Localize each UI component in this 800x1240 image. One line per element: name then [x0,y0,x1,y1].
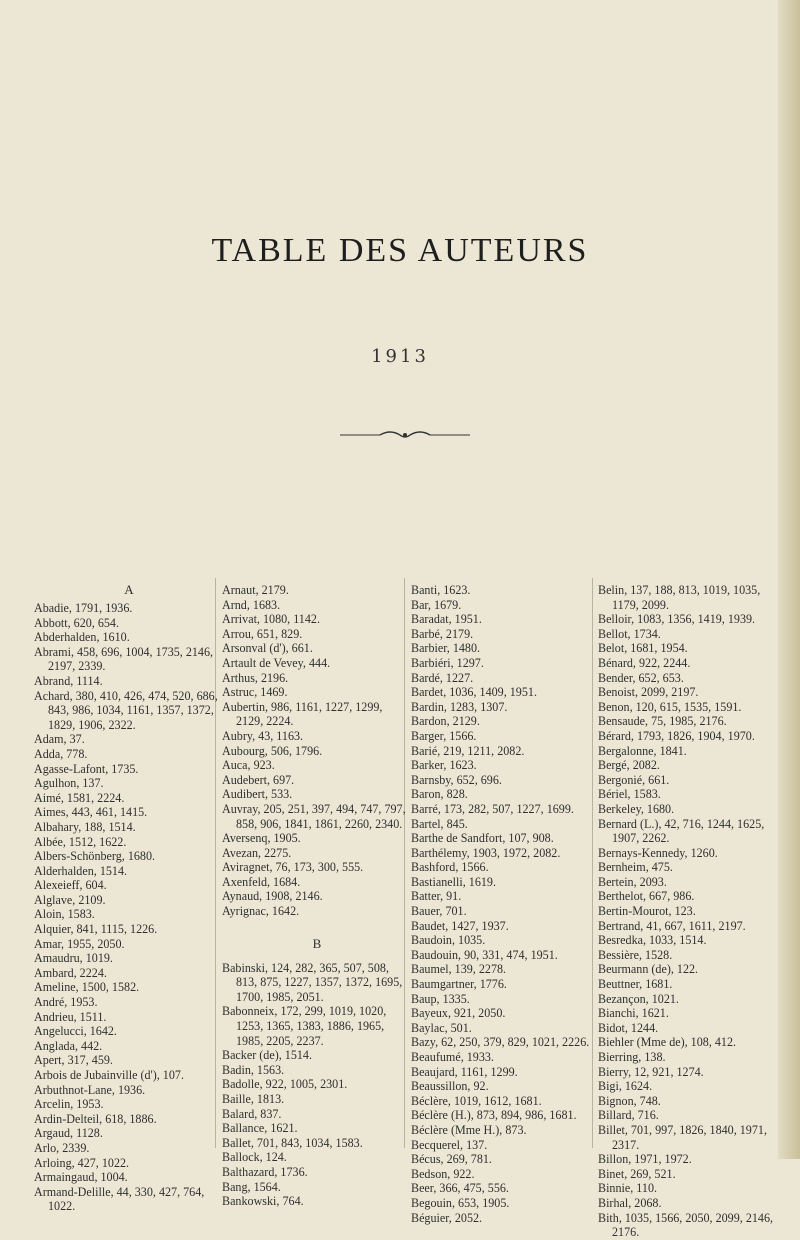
index-entry: Beaussillon, 92. [411,1079,489,1094]
index-entry: Abrami, 458, 696, 1004, 1735, 2146, 2197, 2339. [34,644,214,674]
index-entry: Billon, 1971, 1972. [598,1152,692,1167]
index-entry: Belloir, 1083, 1356, 1419, 1939. [598,612,756,627]
index-entry: Becquerel, 137. [411,1137,488,1152]
index-entry: Bernard (L.), 42, 716, 1244, 1625, 1907, 2262. [598,816,765,846]
index-entry: Alglave, 2109. [34,892,106,907]
index-entry: Backer (de), 1514. [222,1048,312,1063]
index-entry: Auca, 923. [222,758,275,773]
index-entry: Ballet, 701, 843, 1034, 1583. [222,1135,363,1150]
index-entry: Ameline, 1500, 1582. [34,980,140,995]
index-entry: Bashford, 1566. [411,860,489,875]
index-entry: Billet, 701, 997, 1826, 1840, 1971, 2317. [598,1122,767,1152]
index-entry: Ayrignac, 1642. [222,904,300,919]
index-entry: Barthélemy, 1903, 1972, 2082. [411,845,561,860]
index-entry: Aloin, 1583. [34,907,95,922]
index-entry: Baudoin, 1035. [411,933,486,948]
index-entry: Bidot, 1244. [598,1020,659,1035]
index-entry: Bastianelli, 1619. [411,874,496,889]
index-entry: Barbiéri, 1297. [411,655,484,670]
index-entry: Bierry, 12, 921, 1274. [598,1064,704,1079]
index-entry: Berthelot, 667, 986. [598,889,695,904]
index-entry: Andrieu, 1511. [34,1009,107,1024]
index-entry: Barnsby, 652, 696. [411,772,502,787]
index-entry: Belot, 1681, 1954. [598,641,688,656]
index-entry: Bardet, 1036, 1409, 1951. [411,685,537,700]
index-entry: Arcelin, 1953. [34,1097,104,1112]
index-entry: Badolle, 922, 1005, 2301. [222,1077,348,1092]
index-entry: Baradat, 1951. [411,612,482,627]
letter-heading: A [124,582,134,597]
index-entry: Armand-Delille, 44, 330, 427, 764, 1022. [34,1184,205,1214]
index-entry: Benoist, 2099, 2197. [598,685,699,700]
index-entry: Apert, 317, 459. [34,1053,113,1068]
index-entry: Bergé, 2082. [598,758,660,773]
ornamental-rule [340,428,470,442]
index-entry: Baille, 1813. [222,1092,285,1106]
index-entry: Béclère, 1019, 1612, 1681. [411,1093,542,1108]
index-entry: Berkeley, 1680. [598,801,675,816]
index-entry: Belin, 137, 188, 813, 1019, 1035, 1179, 2099. [598,583,761,612]
index-entry: Arrou, 651, 829. [222,626,303,641]
index-entry: Bedson, 922. [411,1166,475,1181]
index-entry: Baumel, 139, 2278. [411,962,507,977]
index-entry: Barker, 1623. [411,758,477,773]
index-entry: Béclère (H.), 873, 894, 986, 1681. [411,1108,577,1123]
index-entry: Bertin-Mourot, 123. [598,904,696,919]
index-entry: Binet, 269, 521. [598,1166,676,1181]
index-entry: Arsonval (d'), 661. [222,641,313,656]
index-entry: Bertrand, 41, 667, 1611, 2197. [598,918,746,933]
index-column-1 [34,583,224,1214]
index-entry: Birhal, 2068. [598,1195,662,1210]
index-entry: Agasse-Lafont, 1735. [34,761,139,776]
index-entry: Bernheim, 475. [598,860,673,875]
index-entry: Bardé, 1227. [411,670,474,685]
index-entry: Ballock, 124. [222,1150,287,1165]
index-entry: Artault de Vevey, 444. [222,655,331,670]
index-entry: Beaujard, 1161, 1299. [411,1064,518,1079]
index-entry: Aubourg, 506, 1796. [222,743,323,758]
index-entry: Agulhon, 137. [34,776,104,791]
index-entry: Astruc, 1469. [222,685,288,700]
index-entry: Béguier, 2052. [411,1210,483,1225]
index-entry: Albers-Schönberg, 1680. [34,849,156,864]
index-entry: Avezan, 2275. [222,845,292,860]
index-entry: Biehler (Mme de), 108, 412. [598,1035,737,1050]
index-entry: Bezançon, 1021. [598,991,679,1006]
page-title: TABLE DES AUTEURS [211,232,589,269]
index-entry: Arloing, 427, 1022. [34,1155,130,1170]
index-entry: Albée, 1512, 1622. [34,834,127,849]
index-entry: Aubertin, 986, 1161, 1227, 1299, 2129, 2224. [222,699,383,729]
index-entry: Ballance, 1621. [222,1121,298,1136]
index-entry: Barré, 173, 282, 507, 1227, 1699. [411,801,574,816]
index-entry: Billard, 716. [598,1108,659,1123]
index-entry: Baron, 828. [411,787,468,802]
index-entry: Aynaud, 1908, 2146. [222,889,323,904]
index-entry: Arbuthnot-Lane, 1936. [34,1082,146,1097]
index-entry: Abbott, 620, 654. [34,615,119,630]
index-entry: Besredka, 1033, 1514. [598,933,707,948]
index-entry: Adda, 778. [34,746,88,761]
index-entry: Achard, 380, 410, 426, 474, 520, 686, 843, 986, 1034, 1161, 1357, 1372, 1829, 1906, 2322. [34,688,218,732]
index-entry: Begouin, 653, 1905. [411,1195,510,1210]
index-entry: Adam, 37. [34,732,85,747]
index-entry: Angelucci, 1642. [34,1024,117,1039]
index-entry: Beurmann (de), 122. [598,962,699,977]
index-entry: Bensaude, 75, 1985, 2176. [598,714,727,729]
index-entry: Béclère (Mme H.), 873. [411,1122,527,1137]
index-entry: Ardin-Delteil, 618, 1886. [34,1111,157,1126]
index-entry: Bergalonne, 1841. [598,743,687,758]
index-entry: Bertein, 2093. [598,874,667,889]
index-entry: Bender, 652, 653. [598,670,684,685]
index-entry: Bianchi, 1621. [598,1006,669,1021]
index-entry: Bardon, 2129. [411,714,480,729]
index-entry: Bith, 1035, 1566, 2050, 2099, 2146, 2176. [598,1210,774,1240]
index-entry: Banti, 1623. [411,583,471,597]
index-entry: Abadie, 1791, 1936. [34,601,133,615]
page-edge [778,0,800,1159]
index-entry: Auvray, 205, 251, 397, 494, 747, 797, 858, 906, 1841, 1861, 2260, 2340. [222,801,406,831]
index-entry: Arnd, 1683. [222,597,281,612]
index-entry: Bayeux, 921, 2050. [411,1006,506,1021]
index-entry: Bécus, 269, 781. [411,1152,492,1167]
index-entry: Baudet, 1427, 1937. [411,918,509,933]
index-entry: Armaingaud, 1004. [34,1170,128,1185]
index-entry: Beer, 366, 475, 556. [411,1181,509,1196]
index-entry: Bignon, 748. [598,1093,661,1108]
index-entry: Aimes, 443, 461, 1415. [34,805,148,820]
index-entry: Bar, 1679. [411,597,462,612]
index-entry: André, 1953. [34,995,98,1010]
index-entry: Bérard, 1793, 1826, 1904, 1970. [598,728,755,743]
index-entry: Balard, 837. [222,1106,282,1121]
index-entry: Ambard, 2224. [34,965,107,980]
index-entry: Babonneix, 172, 299, 1019, 1020, 1253, 1365, 1383, 1886, 1965, 1985, 2205, 2237. [222,1004,387,1048]
index-entry: Amar, 1955, 2050. [34,936,125,951]
index-entry: Bellot, 1734. [598,626,661,641]
index-entry: Alquier, 841, 1115, 1226. [34,922,158,937]
index-entry: Arthus, 2196. [222,670,289,685]
index-entry: Arlo, 2339. [34,1140,90,1155]
index-column-3 [411,583,601,1225]
index-entry: Alderhalden, 1514. [34,863,128,878]
index-entry: Axenfeld, 1684. [222,874,301,889]
index-entry: Bierring, 138. [598,1050,666,1064]
index-column-2 [222,583,412,1209]
index-entry: Bériel, 1583. [598,787,661,802]
index-entry: Bardin, 1283, 1307. [411,699,508,714]
index-entry: Beuttner, 1681. [598,977,673,992]
index-entry: Aubry, 43, 1163. [222,728,304,743]
index-entry: Arnaut, 2179. [222,583,289,597]
index-entry: Bauer, 701. [411,904,467,919]
index-entry: Anglada, 442. [34,1038,103,1053]
index-entry: Aimé, 1581, 2224. [34,790,125,805]
index-entry: Bernays-Kennedy, 1260. [598,845,718,860]
index-entry: Bergonié, 661. [598,772,670,787]
index-entry: Baylac, 501. [411,1020,472,1035]
index-entry: Bessière, 1528. [598,947,673,962]
index-entry: Beaufumé, 1933. [411,1050,494,1064]
index-column-4 [598,583,776,1240]
index-entry: Baup, 1335. [411,991,470,1006]
index-entry: Balthazard, 1736. [222,1164,308,1179]
index-entry: Barthe de Sandfort, 107, 908. [411,831,554,846]
index-entry: Bénard, 922, 2244. [598,655,691,670]
index-entry: Alexeieff, 604. [34,878,107,893]
index-entry: Binnie, 110. [598,1181,658,1196]
index-entry: Abderhalden, 1610. [34,630,130,645]
index-entry: Aviragnet, 76, 173, 300, 555. [222,860,364,875]
index-entry: Argaud, 1128. [34,1126,103,1141]
letter-heading: B [312,935,322,951]
index-entry: Barbier, 1480. [411,641,481,656]
index-entry: Baumgartner, 1776. [411,977,507,992]
index-entry: Bigi, 1624. [598,1079,653,1094]
index-entry: Badin, 1563. [222,1062,285,1077]
index-entry: Audibert, 533. [222,787,293,802]
index-entry: Baudouin, 90, 331, 474, 1951. [411,947,558,962]
year-heading: 1913 [371,346,429,367]
index-entry: Babinski, 124, 282, 365, 507, 508, 813, 875, 1227, 1357, 1372, 1695, 1700, 1985, 2051. [222,960,403,1004]
index-entry: Audebert, 697. [222,772,295,787]
index-entry: Barbé, 2179. [411,626,474,641]
index-entry: Amaudru, 1019. [34,951,113,966]
index-entry: Arrivat, 1080, 1142. [222,612,320,627]
index-entry: Albahary, 188, 1514. [34,819,136,834]
index-entry: Aversenq, 1905. [222,831,301,846]
index-entry: Benon, 120, 615, 1535, 1591. [598,699,742,714]
index-entry: Bankowski, 764. [222,1194,304,1209]
index-entry: Arbois de Jubainville (d'), 107. [34,1068,184,1082]
index-entry: Bazy, 62, 250, 379, 829, 1021, 2226. [411,1035,590,1050]
index-entry: Bang, 1564. [222,1179,281,1194]
index-entry: Barger, 1566. [411,728,477,743]
index-entry: Batter, 91. [411,889,462,904]
index-entry: Barié, 219, 1211, 2082. [411,743,525,758]
index-entry: Abrand, 1114. [34,673,103,688]
index-entry: Bartel, 845. [411,816,468,831]
